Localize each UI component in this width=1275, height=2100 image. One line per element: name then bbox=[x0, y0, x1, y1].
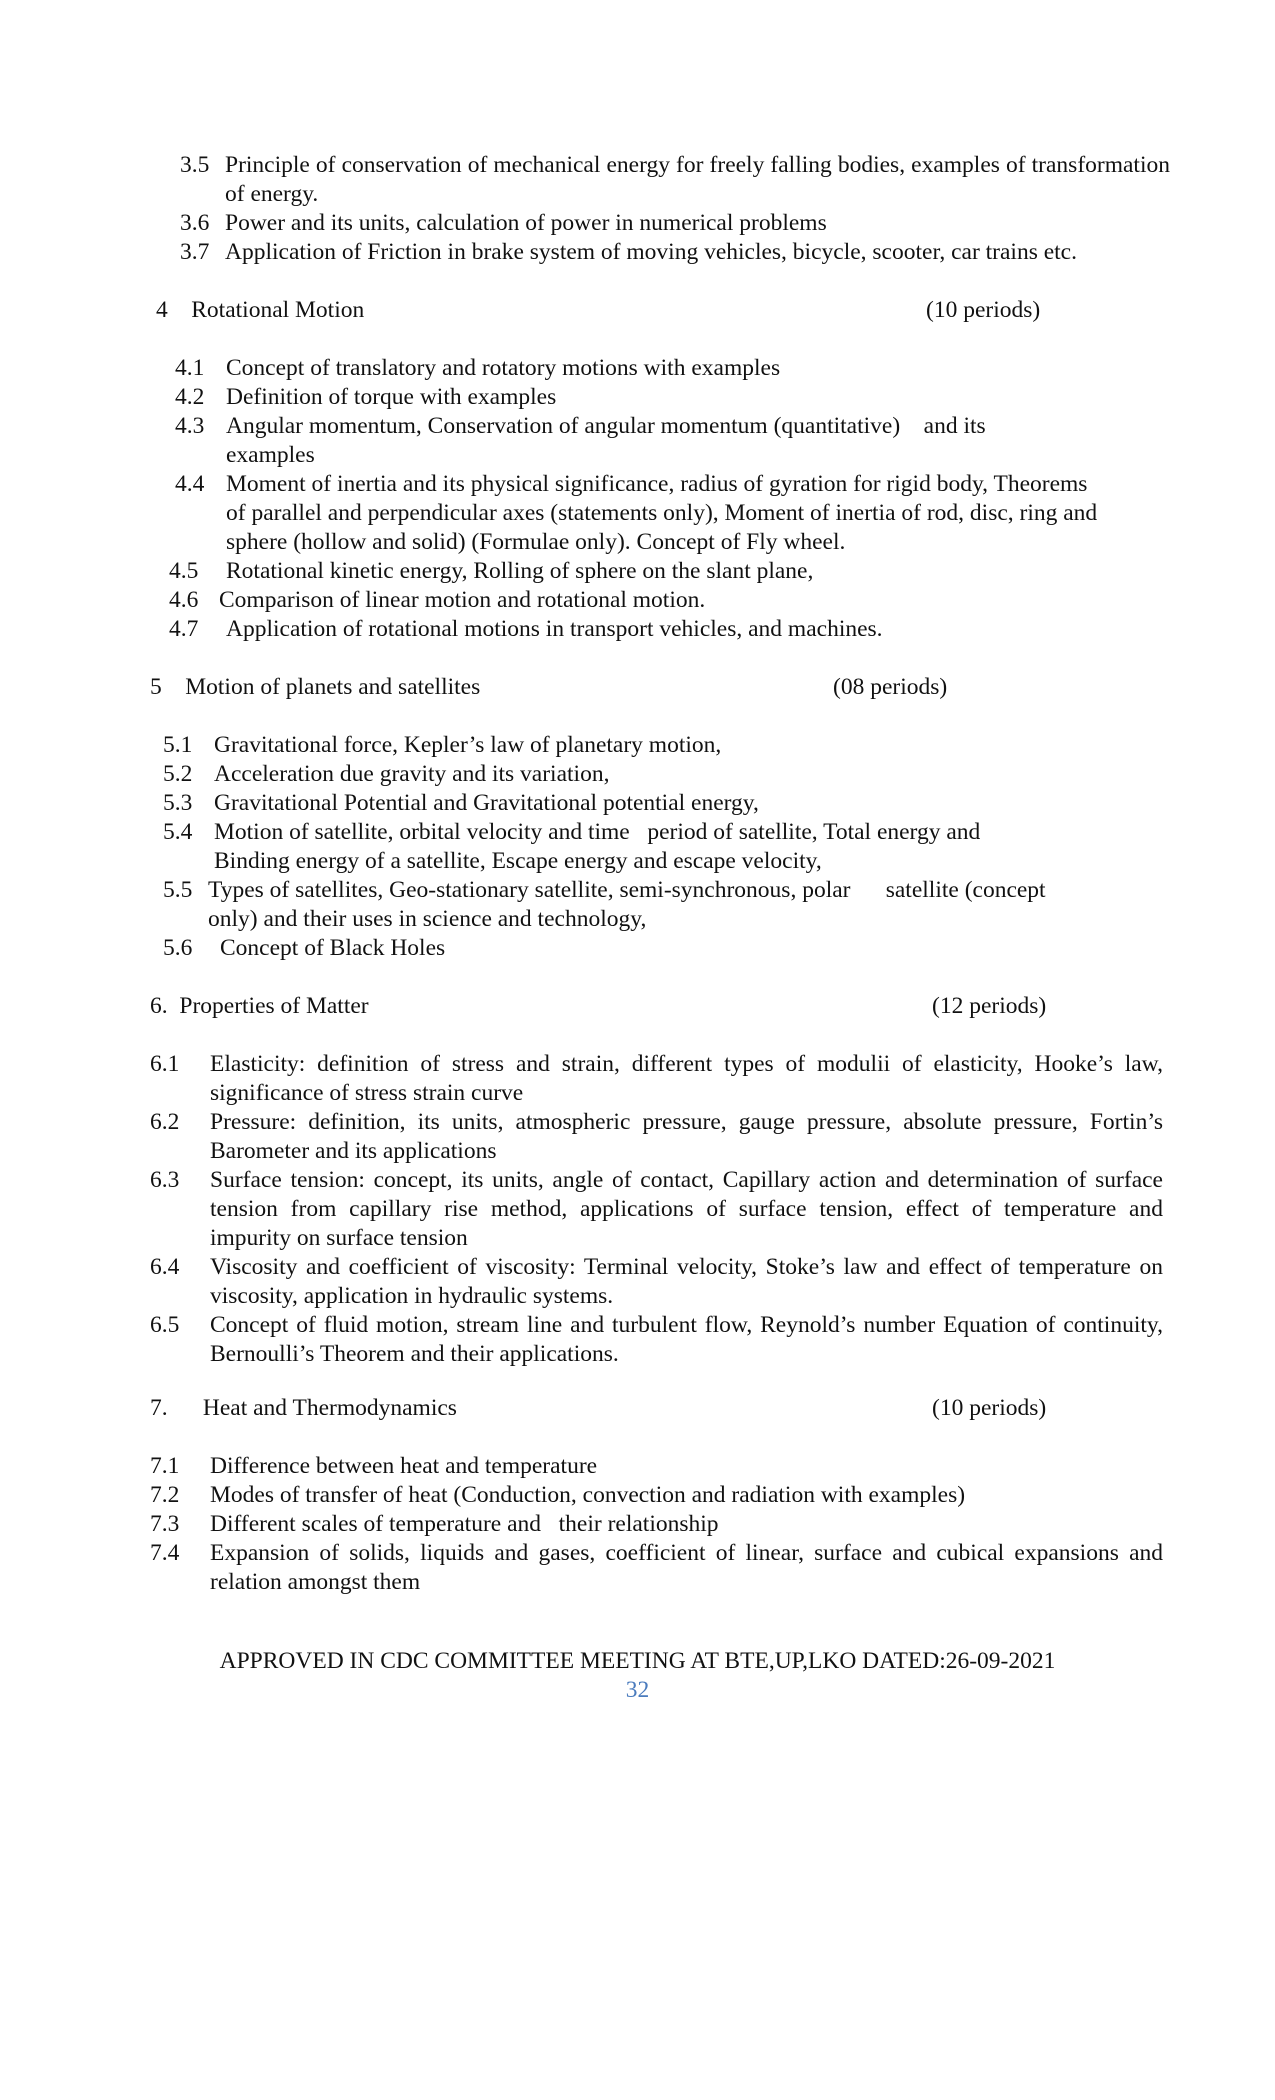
item-number: 6.1 bbox=[150, 1051, 180, 1077]
item-number: 7.2 bbox=[150, 1482, 180, 1508]
item-number: 5.3 bbox=[163, 790, 193, 816]
item-number: 5.2 bbox=[163, 761, 193, 787]
item-text: Concept of fluid motion, stream line and turbulent flow, Reynold’s number Equation of continuity, Bernoulli’s Theorem and their applications. bbox=[210, 1312, 1163, 1367]
item-text: Concept of Black Holes bbox=[220, 935, 446, 961]
item-number: 6.5 bbox=[150, 1312, 180, 1338]
item-text: Principle of conservation of mechanical energy for freely falling bodies, examples of transformation of energy. bbox=[225, 152, 1170, 207]
list-item bbox=[169, 615, 1129, 644]
item-text: Gravitational Potential and Gravitational potential energy, bbox=[214, 790, 759, 816]
item-number: 3.6 bbox=[180, 210, 210, 236]
item-number: 5.1 bbox=[163, 732, 193, 758]
item-text: Gravitational force, Kepler’s law of planetary motion, bbox=[214, 732, 722, 758]
list-item bbox=[180, 238, 1170, 267]
list-item bbox=[150, 1311, 1163, 1369]
list-item bbox=[175, 470, 1105, 557]
section-heading: 7. Heat and Thermodynamics bbox=[150, 1395, 457, 1421]
item-number: 3.5 bbox=[180, 152, 210, 178]
list-item bbox=[150, 1452, 1163, 1481]
item-number: 4.5 bbox=[169, 558, 199, 584]
list-item bbox=[169, 557, 1129, 586]
list-item bbox=[150, 1108, 1163, 1166]
item-number: 4.7 bbox=[169, 616, 199, 642]
item-number: 5.6 bbox=[163, 935, 193, 961]
list-item bbox=[175, 412, 1045, 470]
item-number: 4.2 bbox=[175, 384, 205, 410]
list-item bbox=[150, 1510, 1163, 1539]
item-number: 7.3 bbox=[150, 1511, 180, 1537]
item-text: Expansion of solids, liquids and gases, coefficient of linear, surface and cubical expansions and relation amongst them bbox=[210, 1540, 1163, 1595]
item-text: Viscosity and coefficient of viscosity: Terminal velocity, Stoke’s law and effect of temperature on viscosity, application in hydraulic systems. bbox=[210, 1254, 1163, 1309]
list-item bbox=[163, 789, 1123, 818]
list-item bbox=[150, 1166, 1163, 1253]
list-item bbox=[150, 1481, 1163, 1510]
item-text: Moment of inertia and its physical significance, radius of gyration for rigid body, Theorems of parallel and perpendicular axes (statements only), Moment of inertia of rod, disc, ring and sphere (hollow and solid) (Formulae only). Concept of Fly wheel. bbox=[226, 471, 1098, 555]
item-text: Application of rotational motions in transport vehicles, and machines. bbox=[226, 616, 883, 642]
item-text: Power and its units, calculation of power in numerical problems bbox=[225, 210, 827, 236]
list-item bbox=[180, 151, 1170, 209]
section-periods: (08 periods) bbox=[833, 674, 948, 700]
item-text: Pressure: definition, its units, atmospheric pressure, gauge pressure, absolute pressure, Fortin’s Barometer and its applications bbox=[210, 1109, 1163, 1164]
item-text: Acceleration due gravity and its variation, bbox=[214, 761, 610, 787]
item-text: Surface tension: concept, its units, angle of contact, Capillary action and determination of surface tension from capillary rise method, applications of surface tension, effect of temperature and impurity on surface tension bbox=[210, 1167, 1163, 1251]
item-number: 3.7 bbox=[180, 239, 210, 265]
list-item bbox=[150, 1253, 1163, 1311]
item-text: Motion of satellite, orbital velocity and time period of satellite, Total energy and Binding energy of a satellite, Escape energy and escape velocity, bbox=[214, 819, 987, 874]
approval-footer: APPROVED IN CDC COMMITTEE MEETING AT BTE,UP,LKO DATED:26-09-2021 bbox=[219, 1648, 1056, 1674]
item-number: 6.4 bbox=[150, 1254, 180, 1280]
section-periods: (10 periods) bbox=[932, 1395, 1047, 1421]
item-number: 5.4 bbox=[163, 819, 193, 845]
item-number: 7.1 bbox=[150, 1453, 180, 1479]
list-item bbox=[150, 1050, 1163, 1108]
list-item bbox=[163, 760, 1123, 789]
item-number: 6.3 bbox=[150, 1167, 180, 1193]
item-text: Definition of torque with examples bbox=[226, 384, 557, 410]
section-periods: (12 periods) bbox=[932, 993, 1047, 1019]
list-item bbox=[163, 818, 1053, 876]
item-text: Angular momentum, Conservation of angular momentum (quantitative) and its examples bbox=[226, 413, 992, 468]
list-item bbox=[163, 876, 1053, 934]
section-periods: (10 periods) bbox=[926, 297, 1041, 323]
item-text: Elasticity: definition of stress and strain, different types of modulii of elasticity, Hooke’s law, significance of stress strain curve bbox=[210, 1051, 1163, 1106]
list-item bbox=[169, 586, 1129, 615]
item-number: 4.6 bbox=[169, 587, 199, 613]
item-number: 4.3 bbox=[175, 413, 205, 439]
item-text: Rotational kinetic energy, Rolling of sphere on the slant plane, bbox=[226, 558, 814, 584]
item-number: 6.2 bbox=[150, 1109, 180, 1135]
item-text: Difference between heat and temperature bbox=[210, 1453, 598, 1479]
section-heading: 4 Rotational Motion bbox=[156, 297, 365, 323]
item-text: Application of Friction in brake system of moving vehicles, bicycle, scooter, car trains etc. bbox=[225, 239, 1077, 265]
list-item bbox=[163, 934, 1123, 963]
item-text: Different scales of temperature and their relationship bbox=[210, 1511, 719, 1537]
item-number: 5.5 bbox=[163, 877, 193, 903]
item-text: Types of satellites, Geo-stationary satellite, semi-synchronous, polar satellite (concept only) and their uses in science and technology, bbox=[208, 877, 1052, 932]
list-item bbox=[175, 354, 1135, 383]
item-number: 4.4 bbox=[175, 471, 205, 497]
list-item bbox=[163, 731, 1123, 760]
page-number: 32 bbox=[625, 1677, 650, 1703]
item-number: 4.1 bbox=[175, 355, 205, 381]
item-text: Modes of transfer of heat (Conduction, convection and radiation with examples) bbox=[210, 1482, 966, 1508]
item-text: Comparison of linear motion and rotational motion. bbox=[219, 587, 706, 613]
list-item bbox=[175, 383, 1135, 412]
section-heading: 6. Properties of Matter bbox=[150, 993, 369, 1019]
list-item bbox=[150, 1539, 1163, 1597]
section-heading: 5 Motion of planets and satellites bbox=[150, 674, 481, 700]
list-item bbox=[180, 209, 1170, 238]
item-text: Concept of translatory and rotatory motions with examples bbox=[226, 355, 781, 381]
item-number: 7.4 bbox=[150, 1540, 180, 1566]
